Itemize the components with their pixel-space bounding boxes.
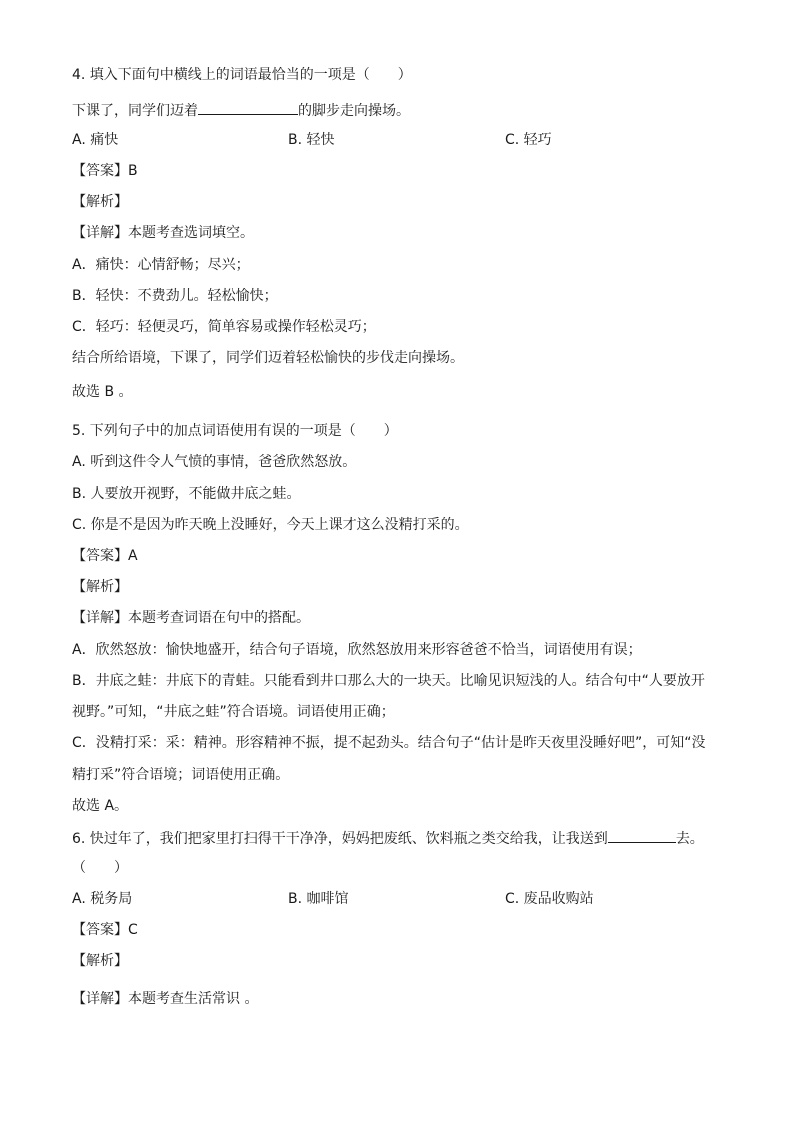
q4-stem: 4. 填入下面句中横线上的词语最恰当的一项是（ ） <box>72 67 412 83</box>
q5-explanation-a: A．欣然怒放：愉快地盛开，结合句子语境，欣然怒放用来形容爸爸不恰当，词语使用有误； <box>72 642 642 658</box>
q6-detail <box>72 990 258 1008</box>
q4-option-b: B. 轻快 <box>288 132 335 148</box>
q4-final: 故选 B 。 <box>72 384 133 400</box>
q5-analysis-tag: 【解析】 <box>72 579 128 595</box>
q4-explanation-c: C．轻巧：轻便灵巧，简单容易或操作轻松灵巧； <box>72 319 376 335</box>
q4-sentence <box>72 100 410 120</box>
q5-stem: 5. 下列句子中的加点词语使用有误的一项是（ ） <box>72 423 398 439</box>
q6-analysis-tag: 【解析】 <box>72 953 128 969</box>
q5-detail-text: 本题考查词语在句中的搭配。 <box>128 610 310 626</box>
q6-stem-after: 去。 <box>675 831 704 847</box>
q5-option-a: A. 听到这件令人气愤的事情，爸爸欣然怒放。 <box>72 454 357 470</box>
q4-detail-text: 本题考查选词填空。 <box>128 225 254 241</box>
q4-sentence-before: 下课了，同学们迈着 <box>72 103 198 119</box>
q6-blank <box>608 828 676 843</box>
q6-stem <box>72 828 704 848</box>
q4-answer-value: B <box>128 163 138 179</box>
q5-option-b: B. 人要放开视野，不能做井底之蛙。 <box>72 486 301 502</box>
q5-explanation-c1: C．没精打采：采：精神。形容精神不振，提不起劲头。结合句子“估计是昨天夜里没睡好吧”，可知“没 <box>72 735 706 751</box>
q4-blank <box>198 100 298 115</box>
q5-explanation-b2: 视野。”可知，“井底之蛙”符合语境。词语使用正确； <box>72 704 395 720</box>
q5-answer <box>72 547 138 565</box>
q4-explanation-a: A．痛快：心情舒畅；尽兴； <box>72 257 250 273</box>
q4-sentence-after: 的脚步走向操场。 <box>298 103 410 119</box>
q4-option-c: C. 轻巧 <box>505 132 552 148</box>
q4-option-a: A. 痛快 <box>72 132 119 148</box>
q4-detail-tag: 【详解】 <box>72 225 128 241</box>
q5-detail <box>72 609 310 627</box>
q6-answer-value: C <box>128 922 138 938</box>
q4-analysis-tag: 【解析】 <box>72 194 128 210</box>
q5-final: 故选 A。 <box>72 798 129 814</box>
q6-answer <box>72 921 138 939</box>
q4-conclusion: 结合所给语境，下课了，同学们迈着轻松愉快的步伐走向操场。 <box>72 350 464 366</box>
q6-option-c: C. 废品收购站 <box>505 891 594 907</box>
q4-explanation-b: B．轻快：不费劲儿。轻松愉快； <box>72 288 278 304</box>
q5-explanation-b1: B．井底之蛙：井底下的青蛙。只能看到井口那么大的一块天。比喻见识短浅的人。结合句中“人要放开 <box>72 673 705 689</box>
q6-stem-before: 6. 快过年了，我们把家里打扫得干干净净，妈妈把废纸、饮料瓶之类交给我，让我送到 <box>72 831 608 847</box>
q5-answer-tag: 【答案】 <box>72 548 128 564</box>
q6-option-a: A. 税务局 <box>72 891 133 907</box>
q6-option-b: B. 咖啡馆 <box>288 891 349 907</box>
q4-answer <box>72 162 138 180</box>
q6-answer-tag: 【答案】 <box>72 922 128 938</box>
q6-paren: （ ） <box>72 860 128 876</box>
q4-answer-tag: 【答案】 <box>72 163 128 179</box>
q4-detail <box>72 224 254 242</box>
q6-detail-tag: 【详解】 <box>72 991 128 1007</box>
q5-explanation-c2: 精打采”符合语境；词语使用正确。 <box>72 767 290 783</box>
q5-answer-value: A <box>128 548 138 564</box>
q6-detail-text: 本题考查生活常识 。 <box>128 991 259 1007</box>
q5-detail-tag: 【详解】 <box>72 610 128 626</box>
q5-option-c: C. 你是不是因为昨天晚上没睡好，今天上课才这么没精打采的。 <box>72 517 469 533</box>
